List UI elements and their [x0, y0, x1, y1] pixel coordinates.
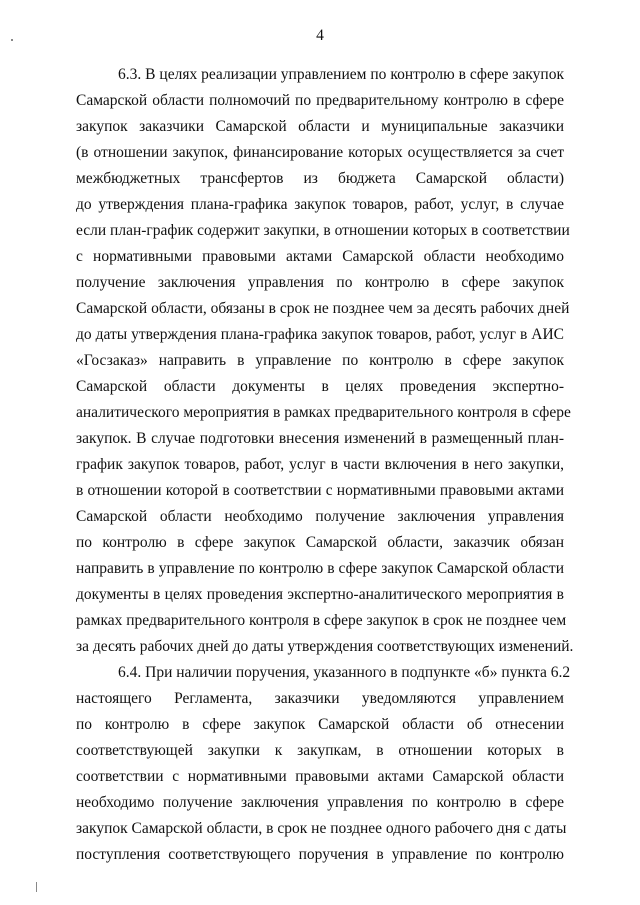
text-line: рамках предварительного контроля в сфере закупок в срок не позднее чем — [76, 612, 567, 629]
text-line: если план-график содержит закупки, в отношении которых в соответствии — [76, 222, 570, 239]
text-line: 6.3. В целях реализации управлением по контролю в сфере закупок — [118, 66, 564, 83]
text-line: направить в управление по контролю в сфере закупок Самарской области — [76, 560, 564, 577]
text-line: по контролю в сфере закупок Самарской области об отнесении — [76, 716, 564, 733]
text-line: до даты утверждения плана-графика закупок товаров, работ, услуг в АИС — [76, 326, 564, 343]
scan-speck — [11, 39, 13, 41]
text-line: аналитического мероприятия в рамках предварительного контроля в сфере — [76, 404, 571, 421]
text-line: Самарской области, обязаны в срок не позднее чем за десять рабочих дней — [76, 300, 570, 317]
text-line: поступления соответствующего поручения в управление по контролю — [76, 846, 564, 863]
text-line: 6.4. При наличии поручения, указанного в подпункте «б» пункта 6.2 — [118, 664, 571, 681]
text-line: Самарской области документы в целях проведения экспертно- — [76, 378, 564, 395]
text-line: по контролю в сфере закупок Самарской области, заказчик обязан — [76, 534, 564, 551]
text-line: с нормативными правовыми актами Самарской области необходимо — [76, 248, 564, 265]
scan-mark — [36, 882, 37, 892]
page-number: 4 — [316, 27, 324, 44]
text-line: «Госзаказ» направить в управление по контролю в сфере закупок — [76, 352, 564, 369]
text-line: график закупок товаров, работ, услуг в части включения в него закупки, — [76, 456, 564, 473]
text-line: (в отношении закупок, финансирование которых осуществляется за счет — [76, 144, 564, 161]
text-line: закупок заказчики Самарской области и муниципальные заказчики — [76, 118, 564, 135]
text-line: документы в целях проведения экспертно-аналитического мероприятия в — [76, 586, 564, 603]
text-line: настоящего Регламента, заказчики уведомляются управлением — [76, 690, 564, 707]
text-line: закупок Самарской области, в срок не позднее одного рабочего дня с даты — [76, 820, 567, 837]
text-line: за десять рабочих дней до даты утверждения соответствующих изменений. — [76, 638, 574, 655]
text-line: получение заключения управления по контролю в сфере закупок — [76, 274, 564, 291]
text-line: необходимо получение заключения управления по контролю в сфере — [76, 794, 564, 811]
text-line: Самарской области полномочий по предварительному контролю в сфере — [76, 92, 564, 109]
text-line: в отношении которой в соответствии с нормативными правовыми актами — [76, 482, 564, 499]
text-line: закупок. В случае подготовки внесения изменений в размещенный план- — [76, 430, 564, 447]
text-line: межбюджетных трансфертов из бюджета Самарской области) — [76, 170, 564, 187]
text-line: соответствующей закупки к закупкам, в отношении которых в — [76, 742, 564, 759]
text-line: соответствии с нормативными правовыми актами Самарской области — [76, 768, 564, 785]
text-line: Самарской области необходимо получение заключения управления — [76, 508, 564, 525]
text-line: до утверждения плана-графика закупок товаров, работ, услуг, в случае — [76, 196, 564, 213]
